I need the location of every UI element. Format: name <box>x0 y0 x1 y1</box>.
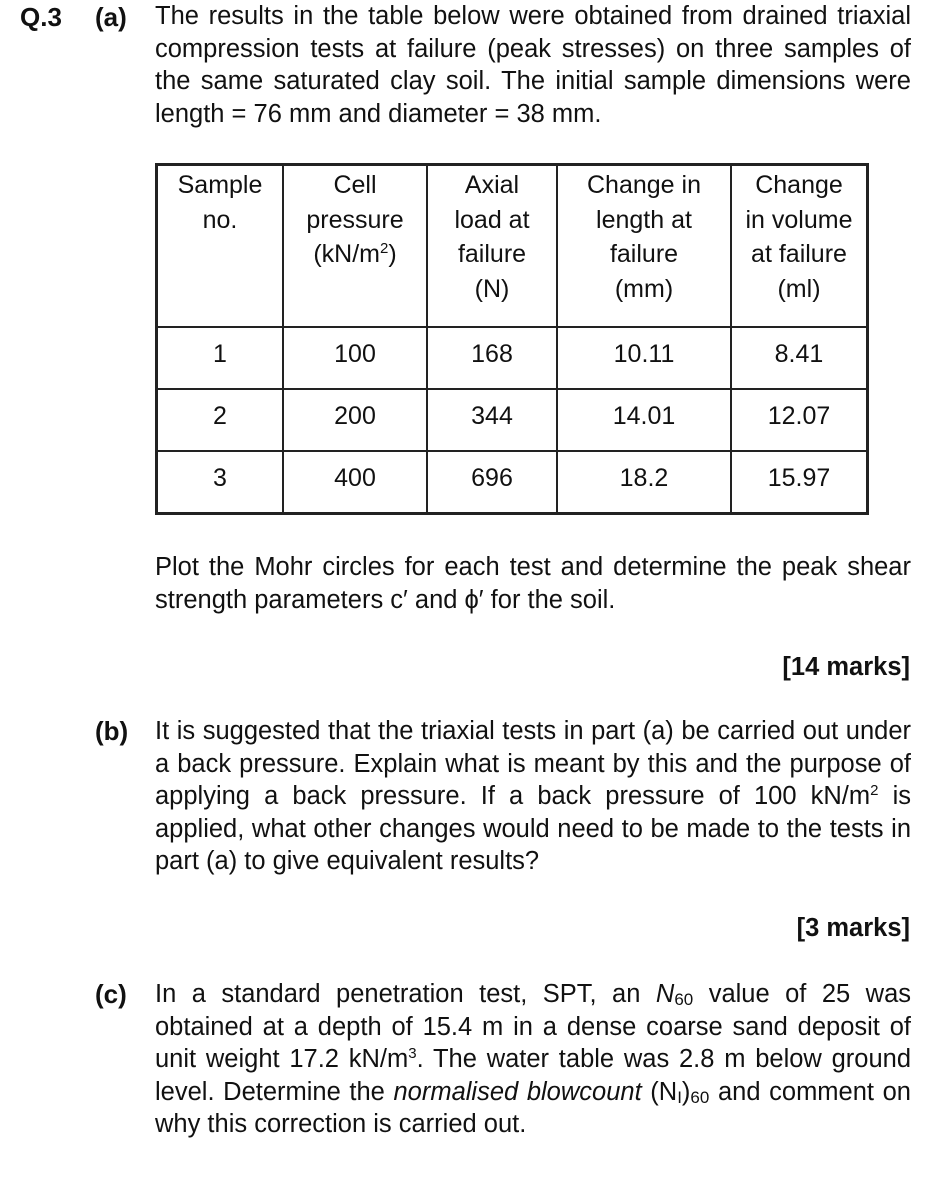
cell-axial-load: 696 <box>427 451 557 514</box>
table-row <box>157 327 868 389</box>
table-row <box>157 451 868 514</box>
part-a-task: Plot the Mohr circles for each test and determine the peak shear strength parameters c′ and ϕ′ for the soil. <box>155 553 911 614</box>
cell-volume-change: 12.07 <box>731 389 868 451</box>
part-c-text: In a standard penetration test, SPT, an $N_{60}$ value of 25 was obtained at a depth of 15.4 m in a dense coarse sand deposit of unit weight 17.2 $kN/m^3$. The water table was 2.8 m below ground level. Determine the normalised blowcount $(N_I)_{60}$ and comment on why this correction is carried out. <box>155 980 912 1138</box>
cell-sample: 1 <box>157 327 284 389</box>
cell-length-change: 18.2 <box>557 451 731 514</box>
cell-axial-load: 168 <box>427 327 557 389</box>
table-header-row <box>157 165 868 328</box>
cell-length-change: 14.01 <box>557 389 731 451</box>
question-number: Q.3 <box>20 2 62 32</box>
header-change-in-length: Change in length at failure (mm) <box>557 165 731 328</box>
cell-length-change: 10.11 <box>557 327 731 389</box>
triaxial-results-table <box>155 163 869 515</box>
header-change-in-volume: Change in volume at failure (ml) <box>731 165 868 328</box>
part-a-marks: [14 marks] <box>782 653 910 681</box>
part-b-label: (b) <box>95 716 129 746</box>
cell-volume-change: 8.41 <box>731 327 868 389</box>
header-cell-pressure: Cell pressure $(kN/m^2)$ <box>283 165 427 328</box>
part-b-text: It is suggested that the triaxial tests in part (a) be carried out under a back pressure. Explain what is meant by this and the purpose of applying a back pressure. If a back pressure of 100 $kN/m^2$ is applied, what other changes would need to be made to the tests in part (a) to give equivalent results? <box>155 717 911 875</box>
header-sample-no: Sample no. <box>157 165 284 328</box>
cell-pressure: 400 <box>283 451 427 514</box>
cell-pressure: 200 <box>283 389 427 451</box>
part-b-marks: [3 marks] <box>796 914 910 942</box>
cell-axial-load: 344 <box>427 389 557 451</box>
table-row <box>157 389 868 451</box>
cell-volume-change: 15.97 <box>731 451 868 514</box>
part-a-label: (a) <box>95 2 127 32</box>
cell-sample: 2 <box>157 389 284 451</box>
part-c-label: (c) <box>95 979 127 1009</box>
header-axial-load: Axial load at failure (N) <box>427 165 557 328</box>
cell-pressure: 100 <box>283 327 427 389</box>
part-a-intro: The results in the table below were obtained from drained triaxial compression tests at failure (peak stresses) on three samples of the same saturated clay soil. The initial sample dimensions were length = 76 mm and diameter = 38 mm. <box>155 2 911 128</box>
cell-sample: 3 <box>157 451 284 514</box>
